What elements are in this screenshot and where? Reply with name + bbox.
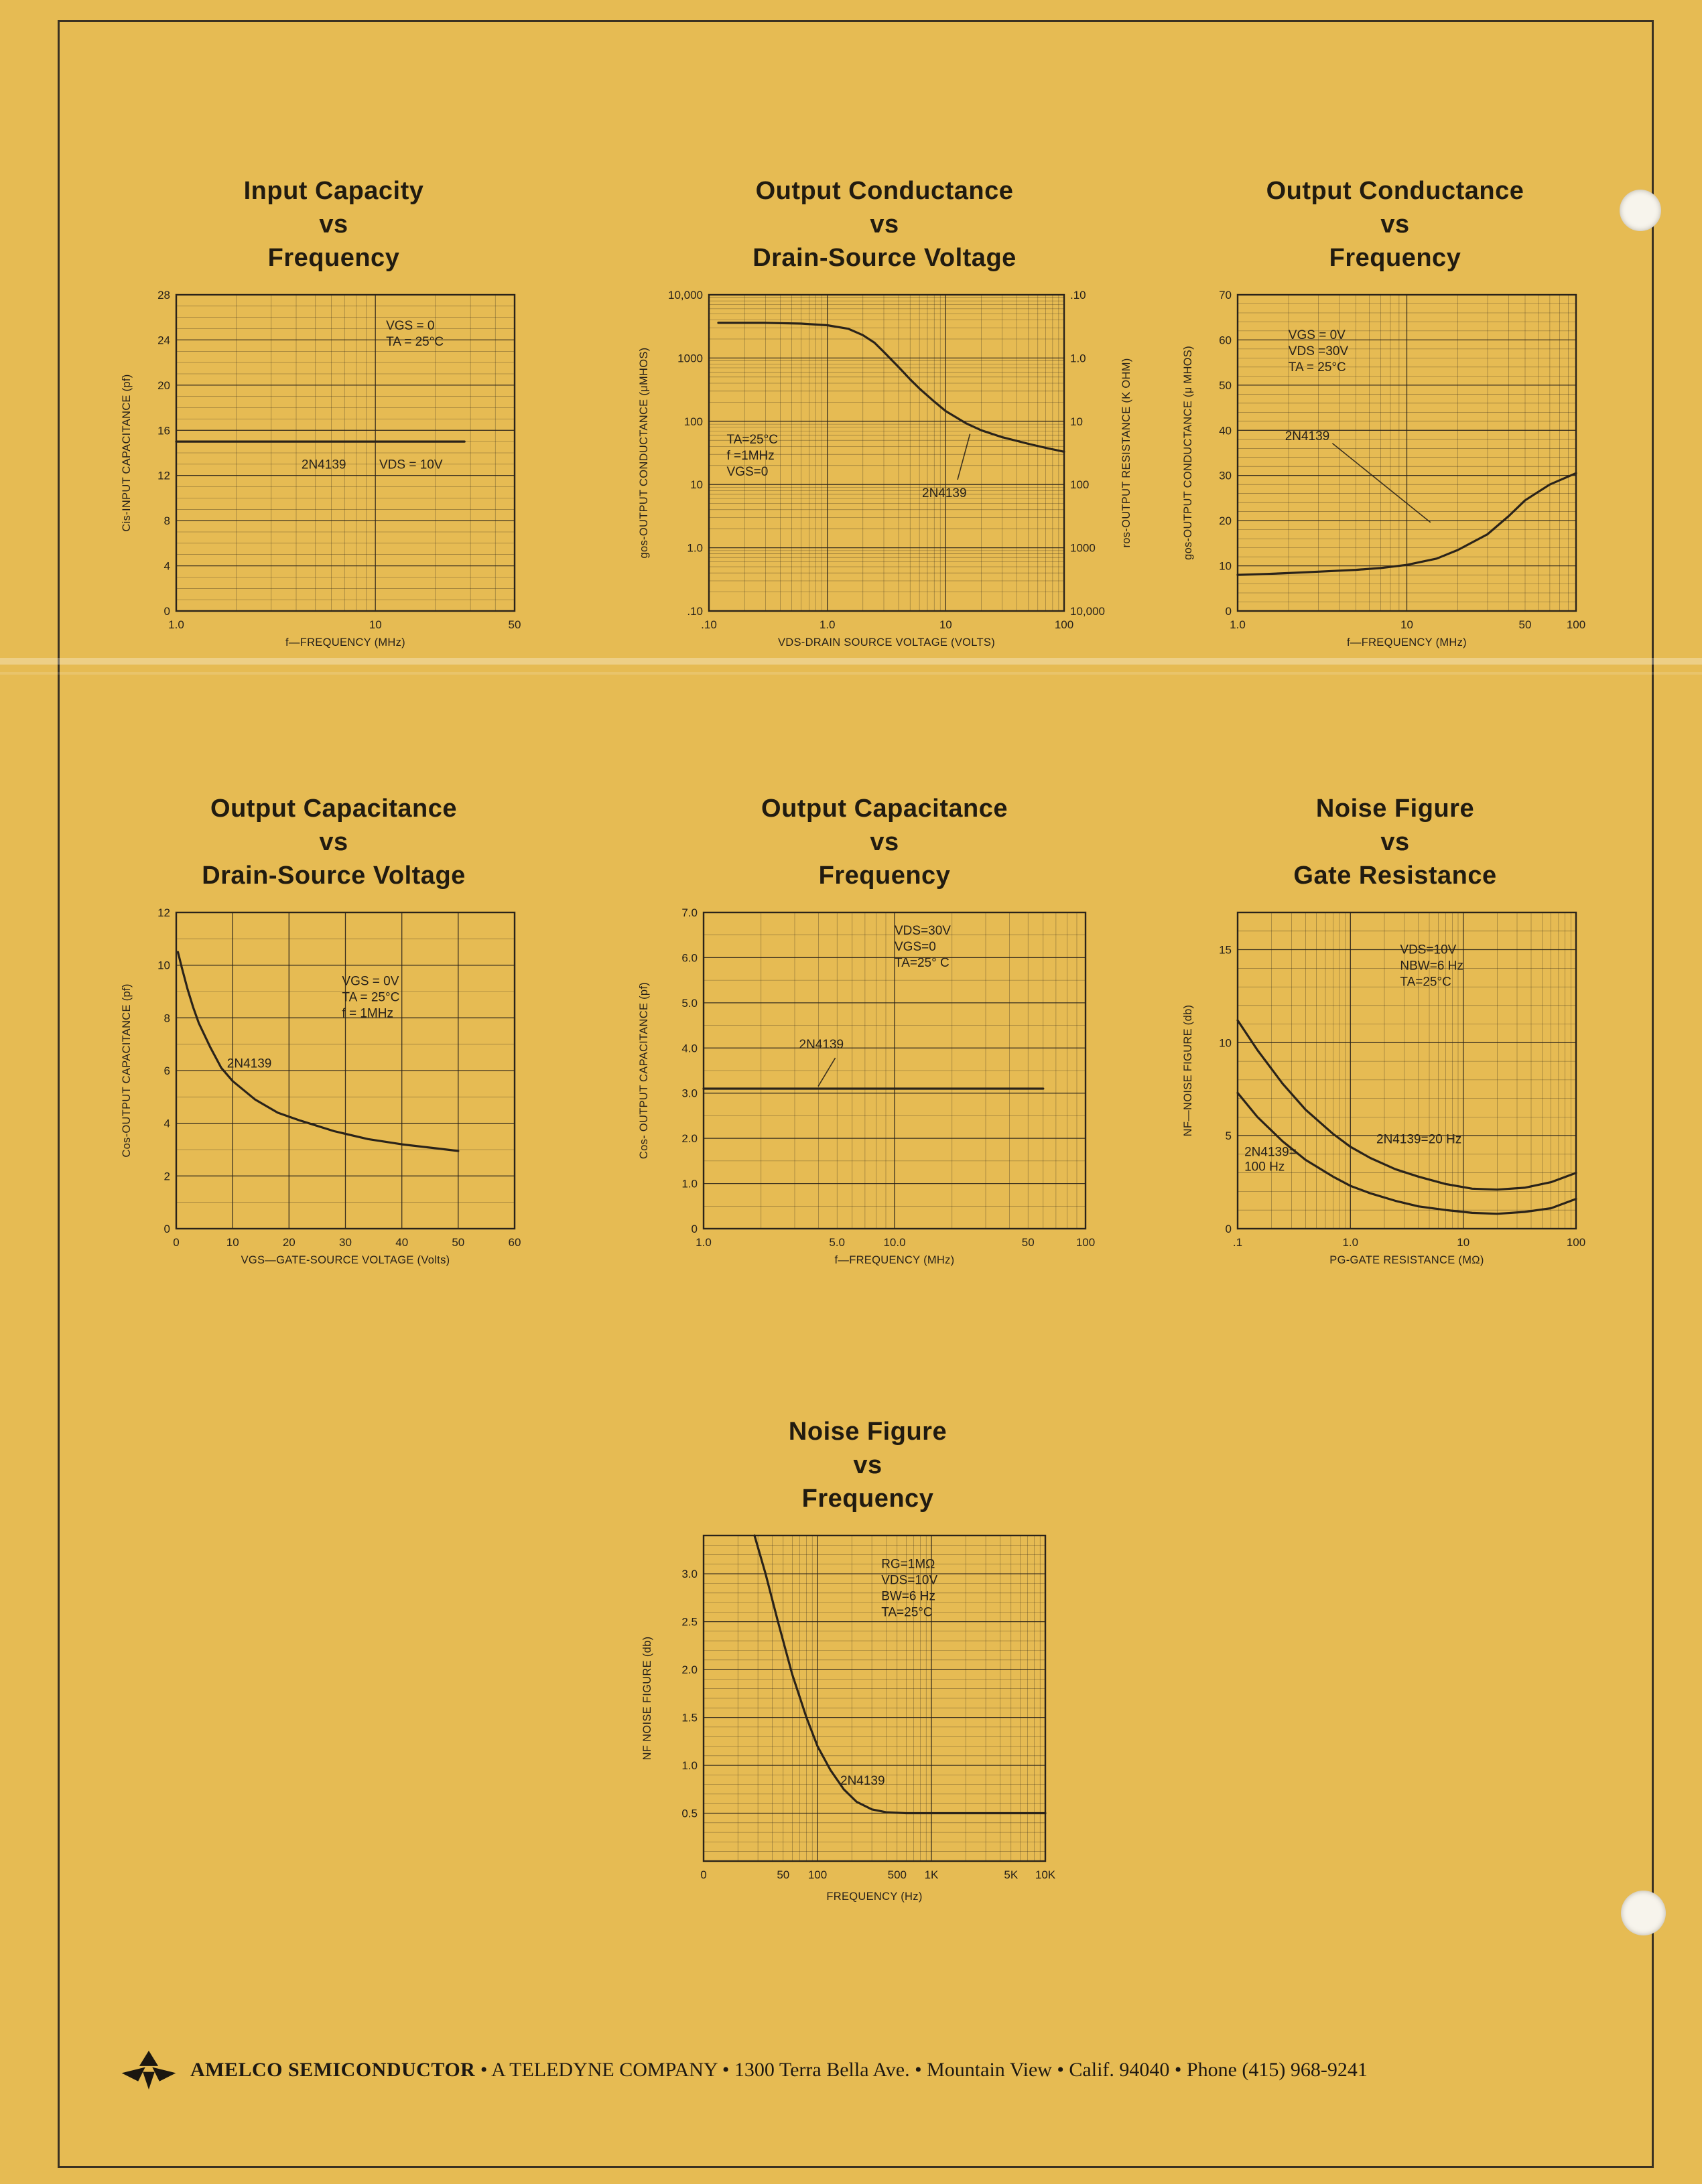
svg-text:10: 10 <box>1070 415 1083 429</box>
svg-text:RG=1MΩ: RG=1MΩ <box>881 1558 935 1572</box>
chart-canvas <box>630 902 1139 1277</box>
svg-text:0: 0 <box>700 1868 707 1882</box>
svg-text:6.0: 6.0 <box>681 951 698 965</box>
svg-text:5: 5 <box>1225 1130 1232 1143</box>
chart-title <box>630 792 1139 892</box>
svg-text:3.0: 3.0 <box>681 1568 698 1581</box>
svg-text:100: 100 <box>807 1868 828 1882</box>
svg-text:f—FREQUENCY (MHz): f—FREQUENCY (MHz) <box>1347 636 1467 649</box>
svg-text:2N4139: 2N4139 <box>922 486 967 501</box>
svg-text:100: 100 <box>1566 1236 1586 1249</box>
svg-text:7.0: 7.0 <box>681 906 698 920</box>
chart-canvas <box>630 284 1139 659</box>
chart-plot <box>630 284 1139 663</box>
svg-text:500: 500 <box>887 1868 907 1882</box>
svg-text:TA=25° C: TA=25° C <box>895 956 950 971</box>
chart-title-line: vs <box>1380 828 1410 857</box>
svg-text:100: 100 <box>683 415 703 429</box>
chart-title-line: Gate Resistance <box>1293 862 1497 890</box>
svg-text:10: 10 <box>369 618 382 632</box>
svg-text:24: 24 <box>157 334 170 347</box>
svg-text:2N4139: 2N4139 <box>226 1056 272 1071</box>
svg-text:3.0: 3.0 <box>681 1087 698 1101</box>
svg-text:Cos- OUTPUT CAPACITANCE (pf): Cos- OUTPUT CAPACITANCE (pf) <box>638 982 650 1160</box>
chart-title-line: vs <box>853 1451 882 1480</box>
svg-text:10: 10 <box>1219 560 1232 573</box>
chart-title-line: Output Conductance <box>755 177 1014 205</box>
svg-text:TA = 25°C: TA = 25°C <box>386 335 444 350</box>
svg-text:1.0: 1.0 <box>681 1759 698 1773</box>
svg-text:70: 70 <box>1219 289 1232 302</box>
svg-text:NF—NOISE FIGURE (db): NF—NOISE FIGURE (db) <box>1182 1005 1194 1137</box>
svg-text:.1: .1 <box>1232 1236 1243 1249</box>
svg-text:10,000: 10,000 <box>1070 605 1105 618</box>
chart-plot <box>630 902 1139 1280</box>
chart-noise-figure-vs-frequency <box>633 1415 1102 1917</box>
svg-text:1K: 1K <box>924 1868 939 1882</box>
svg-text:f—FREQUENCY (MHz): f—FREQUENCY (MHz) <box>834 1254 955 1267</box>
svg-text:2N4139: 2N4139 <box>301 458 346 473</box>
svg-text:12: 12 <box>157 906 170 920</box>
svg-text:8: 8 <box>163 515 170 528</box>
svg-text:f—FREQUENCY (MHz): f—FREQUENCY (MHz) <box>285 636 405 649</box>
svg-text:TA = 25°C: TA = 25°C <box>342 991 400 1006</box>
svg-text:100: 100 <box>1566 618 1586 632</box>
chart-title-line: Output Capacitance <box>761 795 1008 823</box>
svg-text:VGS—GATE-SOURCE VOLTAGE (Volts: VGS—GATE-SOURCE VOLTAGE (Volts) <box>241 1254 450 1267</box>
chart-title <box>113 792 555 892</box>
svg-text:gos-OUTPUT CONDUCTANCE (μ MHOS: gos-OUTPUT CONDUCTANCE (μ MHOS) <box>1182 346 1194 561</box>
chart-title-line: vs <box>870 828 899 857</box>
svg-text:TA=25°C: TA=25°C <box>881 1606 933 1621</box>
svg-text:6: 6 <box>163 1065 170 1078</box>
svg-text:50: 50 <box>1518 618 1532 632</box>
svg-text:5.0: 5.0 <box>681 997 698 1010</box>
svg-text:16: 16 <box>157 424 170 437</box>
chart-plot <box>633 1525 1102 1917</box>
svg-text:VDS =30V: VDS =30V <box>1288 344 1349 359</box>
svg-text:1.5: 1.5 <box>681 1712 698 1725</box>
svg-text:TA = 25°C: TA = 25°C <box>1288 360 1346 375</box>
svg-text:2N4139: 2N4139 <box>799 1038 844 1052</box>
chart-canvas <box>1174 902 1616 1277</box>
svg-text:4: 4 <box>163 1117 170 1131</box>
teledyne-logo <box>119 2049 178 2092</box>
svg-text:20: 20 <box>282 1236 296 1249</box>
company-address: • A TELEDYNE COMPANY • 1300 Terra Bella Ave. • Mountain View • Calif. 94040 • Phone (415) 968-9241 <box>480 2059 1368 2081</box>
svg-text:0: 0 <box>691 1223 698 1236</box>
svg-text:20: 20 <box>1219 515 1232 528</box>
svg-text:30: 30 <box>339 1236 352 1249</box>
svg-text:1.0: 1.0 <box>168 618 184 632</box>
svg-text:0: 0 <box>173 1236 180 1249</box>
chart-plot <box>1174 284 1616 663</box>
svg-text:100: 100 <box>1070 478 1090 492</box>
svg-text:1.0: 1.0 <box>1342 1236 1359 1249</box>
svg-text:50: 50 <box>1021 1236 1035 1249</box>
svg-text:10: 10 <box>1457 1236 1470 1249</box>
svg-text:2N4139: 2N4139 <box>1285 429 1330 444</box>
svg-text:10: 10 <box>226 1236 239 1249</box>
svg-text:VDS-DRAIN SOURCE VOLTAGE (VOLT: VDS-DRAIN SOURCE VOLTAGE (VOLTS) <box>777 636 996 649</box>
chart-title-line: vs <box>1380 210 1410 239</box>
chart-title-line: Noise Figure <box>788 1418 947 1446</box>
svg-text:NF NOISE FIGURE (db): NF NOISE FIGURE (db) <box>641 1637 653 1761</box>
footer <box>119 2049 1368 2092</box>
svg-text:VDS = 10V: VDS = 10V <box>379 458 443 473</box>
svg-text:f =1MHz: f =1MHz <box>726 449 775 464</box>
svg-text:0: 0 <box>163 1223 170 1236</box>
svg-text:100: 100 <box>1075 1236 1096 1249</box>
chart-title-line: Frequency <box>818 862 951 890</box>
chart-canvas <box>1174 284 1616 659</box>
svg-text:10,000: 10,000 <box>668 289 703 302</box>
chart-output-capacitance-vs-drain-source-voltage <box>113 792 555 1280</box>
svg-text:ros-OUTPUT RESISTANCE (K OHM): ros-OUTPUT RESISTANCE (K OHM) <box>1120 358 1132 549</box>
chart-title-line: Output Capacitance <box>210 795 457 823</box>
svg-text:0: 0 <box>1225 605 1232 618</box>
chart-title <box>113 174 555 275</box>
chart-title-line: Frequency <box>801 1485 934 1513</box>
svg-text:1.0: 1.0 <box>819 618 836 632</box>
svg-text:2.0: 2.0 <box>681 1663 698 1677</box>
svg-text:2.5: 2.5 <box>681 1616 698 1629</box>
svg-text:VGS = 0V: VGS = 0V <box>342 975 399 989</box>
chart-plot <box>113 902 555 1280</box>
svg-text:50: 50 <box>1219 379 1232 393</box>
svg-text:10: 10 <box>690 478 703 492</box>
chart-output-capacitance-vs-frequency <box>630 792 1139 1280</box>
hole-punch-bottom <box>1621 1891 1666 1935</box>
svg-text:10: 10 <box>939 618 952 632</box>
svg-text:10: 10 <box>1400 618 1413 632</box>
svg-text:50: 50 <box>508 618 521 632</box>
svg-text:4: 4 <box>163 560 170 573</box>
chart-noise-figure-vs-gate-resistance <box>1174 792 1616 1280</box>
chart-title-line: Input Capacity <box>243 177 424 205</box>
chart-title-line: Drain-Source Voltage <box>752 244 1017 273</box>
chart-title-line: Frequency <box>267 244 400 273</box>
svg-text:100: 100 <box>1054 618 1074 632</box>
svg-text:15: 15 <box>1219 943 1232 957</box>
svg-text:TA=25°C: TA=25°C <box>1400 975 1451 989</box>
svg-text:1.0: 1.0 <box>696 1236 712 1249</box>
company-name: AMELCO SEMICONDUCTOR <box>190 2059 476 2081</box>
svg-text:2N4139: 2N4139 <box>840 1774 885 1789</box>
chart-title-line: Output Conductance <box>1266 177 1524 205</box>
svg-text:1.0: 1.0 <box>1230 618 1246 632</box>
svg-text:10K: 10K <box>1035 1868 1056 1882</box>
svg-text:.10: .10 <box>1070 289 1086 302</box>
svg-text:30: 30 <box>1219 470 1232 483</box>
chart-title <box>630 174 1139 275</box>
svg-text:Cis-INPUT CAPACITANCE (pf): Cis-INPUT CAPACITANCE (pf) <box>121 374 133 533</box>
chart-title <box>1174 792 1616 892</box>
svg-text:40: 40 <box>1219 424 1232 437</box>
scan-artifact-band <box>0 672 1702 675</box>
svg-text:VGS=0: VGS=0 <box>726 465 769 480</box>
chart-title-line: Noise Figure <box>1315 795 1475 823</box>
chart-canvas <box>113 284 555 659</box>
svg-text:1000: 1000 <box>677 352 703 365</box>
svg-text:0: 0 <box>163 605 170 618</box>
chart-canvas <box>633 1525 1102 1913</box>
svg-text:Cos-OUTPUT CAPACITANCE (pf): Cos-OUTPUT CAPACITANCE (pf) <box>121 983 133 1158</box>
chart-title-line: Frequency <box>1329 244 1461 273</box>
svg-text:1.0: 1.0 <box>1070 352 1086 365</box>
svg-text:.10: .10 <box>701 618 717 632</box>
svg-text:12: 12 <box>157 470 170 483</box>
chart-input-capacity-vs-frequency <box>113 174 555 663</box>
svg-text:VDS=10V: VDS=10V <box>1400 943 1457 957</box>
svg-text:10: 10 <box>157 959 170 973</box>
chart-output-conductance-vs-frequency <box>1174 174 1616 663</box>
chart-plot <box>1174 902 1616 1280</box>
chart-title <box>633 1415 1102 1515</box>
chart-output-conductance-vs-drain-source-voltage <box>630 174 1139 663</box>
svg-text:VDS=30V: VDS=30V <box>895 924 951 939</box>
svg-text:.10: .10 <box>687 605 703 618</box>
svg-text:2N4139=20 Hz: 2N4139=20 Hz <box>1376 1133 1462 1148</box>
chart-canvas <box>113 902 555 1277</box>
svg-text:40: 40 <box>395 1236 409 1249</box>
svg-text:VGS=0: VGS=0 <box>895 940 936 955</box>
svg-text:60: 60 <box>508 1236 521 1249</box>
svg-text:gos-OUTPUT CONDUCTANCE (μMHOS): gos-OUTPUT CONDUCTANCE (μMHOS) <box>638 348 650 559</box>
svg-text:4.0: 4.0 <box>681 1042 698 1055</box>
svg-text:FREQUENCY (Hz): FREQUENCY (Hz) <box>826 1891 923 1903</box>
svg-text:TA=25°C: TA=25°C <box>726 433 778 448</box>
footer-text <box>190 2059 1368 2081</box>
chart-plot <box>113 284 555 663</box>
svg-text:50: 50 <box>777 1868 790 1882</box>
chart-title-line: vs <box>870 210 899 239</box>
svg-text:1.0: 1.0 <box>687 542 703 555</box>
svg-text:VDS=10V: VDS=10V <box>881 1574 938 1588</box>
svg-text:BW=6 Hz: BW=6 Hz <box>881 1590 935 1605</box>
svg-text:f = 1MHz: f = 1MHz <box>342 1007 393 1022</box>
svg-text:2N4139=: 2N4139= <box>1244 1145 1297 1160</box>
svg-text:60: 60 <box>1219 334 1232 347</box>
svg-text:28: 28 <box>157 289 170 302</box>
svg-text:2.0: 2.0 <box>681 1132 698 1146</box>
svg-text:8: 8 <box>163 1012 170 1025</box>
svg-text:5K: 5K <box>1004 1868 1019 1882</box>
svg-text:20: 20 <box>157 379 170 393</box>
chart-title-line: vs <box>319 210 348 239</box>
svg-text:5.0: 5.0 <box>829 1236 846 1249</box>
svg-text:0.5: 0.5 <box>681 1807 698 1820</box>
svg-text:0: 0 <box>1225 1223 1232 1236</box>
svg-text:PG-GATE RESISTANCE (MΩ): PG-GATE RESISTANCE (MΩ) <box>1329 1254 1484 1267</box>
svg-text:VGS = 0: VGS = 0 <box>386 319 435 334</box>
svg-text:50: 50 <box>452 1236 465 1249</box>
svg-text:1000: 1000 <box>1070 542 1096 555</box>
svg-text:10.0: 10.0 <box>883 1236 906 1249</box>
svg-text:2: 2 <box>163 1170 170 1183</box>
svg-text:VGS = 0V: VGS = 0V <box>1288 328 1346 343</box>
chart-title <box>1174 174 1616 275</box>
hole-punch-top <box>1620 190 1661 231</box>
svg-text:NBW=6 Hz: NBW=6 Hz <box>1400 959 1463 973</box>
svg-text:10: 10 <box>1219 1036 1232 1050</box>
svg-text:1.0: 1.0 <box>681 1178 698 1191</box>
chart-title-line: vs <box>319 828 348 857</box>
chart-title-line: Drain-Source Voltage <box>202 862 466 890</box>
svg-text:100 Hz: 100 Hz <box>1244 1160 1285 1174</box>
